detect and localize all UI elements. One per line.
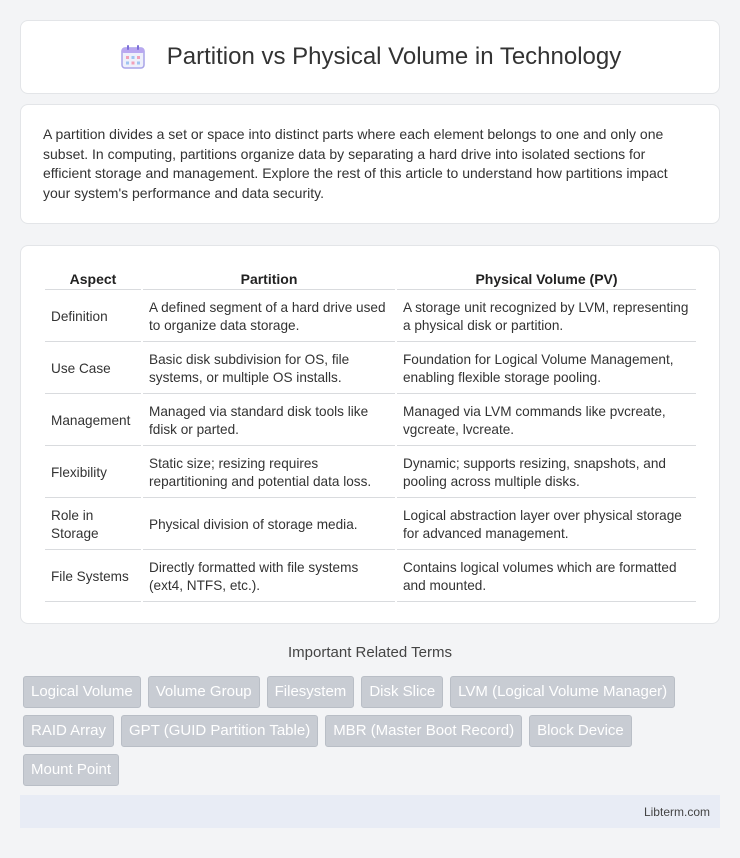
calendar-grid-icon [119,43,147,71]
header-partition: Partition [143,268,395,290]
cell-partition: Managed via standard disk tools like fdisk or parted. [143,396,395,446]
cell-aspect: File Systems [45,552,141,602]
cell-partition: Directly formatted with file systems (ext4, NTFS, etc.). [143,552,395,602]
related-term-tag[interactable]: Block Device [529,715,632,747]
comparison-table [43,266,698,604]
table-header-row [45,268,696,290]
cell-physical-volume: Logical abstraction layer over physical storage for advanced management. [397,500,696,550]
related-terms-list [23,676,723,793]
table-row [45,500,696,550]
header-card [20,20,720,94]
cell-aspect: Use Case [45,344,141,394]
intro-text: A partition divides a set or space into distinct parts where each element belongs to one and only one subset. In computing, partitions organize data by separating a hard drive into isolated sections for efficient storage and management. Explore the rest of this article to understand how partitions impact your system's performance and data security. [43,126,668,201]
cell-aspect: Role in Storage [45,500,141,550]
related-term-tag[interactable]: Mount Point [23,754,119,786]
related-term-tag[interactable]: MBR (Master Boot Record) [325,715,522,747]
cell-physical-volume: Foundation for Logical Volume Management, enabling flexible storage pooling. [397,344,696,394]
related-terms-title: Important Related Terms [288,644,452,661]
cell-partition: Static size; resizing requires repartitioning and potential data loss. [143,448,395,498]
table-row [45,552,696,602]
cell-physical-volume: A storage unit recognized by LVM, representing a physical disk or partition. [397,292,696,342]
header-physical-volume: Physical Volume (PV) [397,268,696,290]
cell-physical-volume: Managed via LVM commands like pvcreate, vgcreate, lvcreate. [397,396,696,446]
comparison-table-card [20,245,720,624]
related-term-tag[interactable]: Filesystem [267,676,355,708]
footer-site-link[interactable]: Libterm.com [643,804,710,819]
header-aspect: Aspect [45,268,141,290]
cell-partition: A defined segment of a hard drive used to organize data storage. [143,292,395,342]
cell-partition: Basic disk subdivision for OS, file systems, or multiple OS installs. [143,344,395,394]
cell-physical-volume: Dynamic; supports resizing, snapshots, and pooling across multiple disks. [397,448,696,498]
related-term-tag[interactable]: LVM (Logical Volume Manager) [450,676,675,708]
related-term-tag[interactable]: Logical Volume [23,676,141,708]
related-term-tag[interactable]: GPT (GUID Partition Table) [121,715,318,747]
table-row [45,396,696,446]
cell-aspect: Flexibility [45,448,141,498]
cell-aspect: Management [45,396,141,446]
cell-partition: Physical division of storage media. [143,500,395,550]
intro-card [20,104,720,224]
related-term-tag[interactable]: Disk Slice [361,676,443,708]
table-row [45,292,696,342]
table-row [45,448,696,498]
cell-physical-volume: Contains logical volumes which are formatted and mounted. [397,552,696,602]
footer [20,795,720,828]
related-term-tag[interactable]: RAID Array [23,715,114,747]
related-term-tag[interactable]: Volume Group [148,676,260,708]
table-row [45,344,696,394]
page-title: Partition vs Physical Volume in Technology [166,43,622,70]
cell-aspect: Definition [45,292,141,342]
